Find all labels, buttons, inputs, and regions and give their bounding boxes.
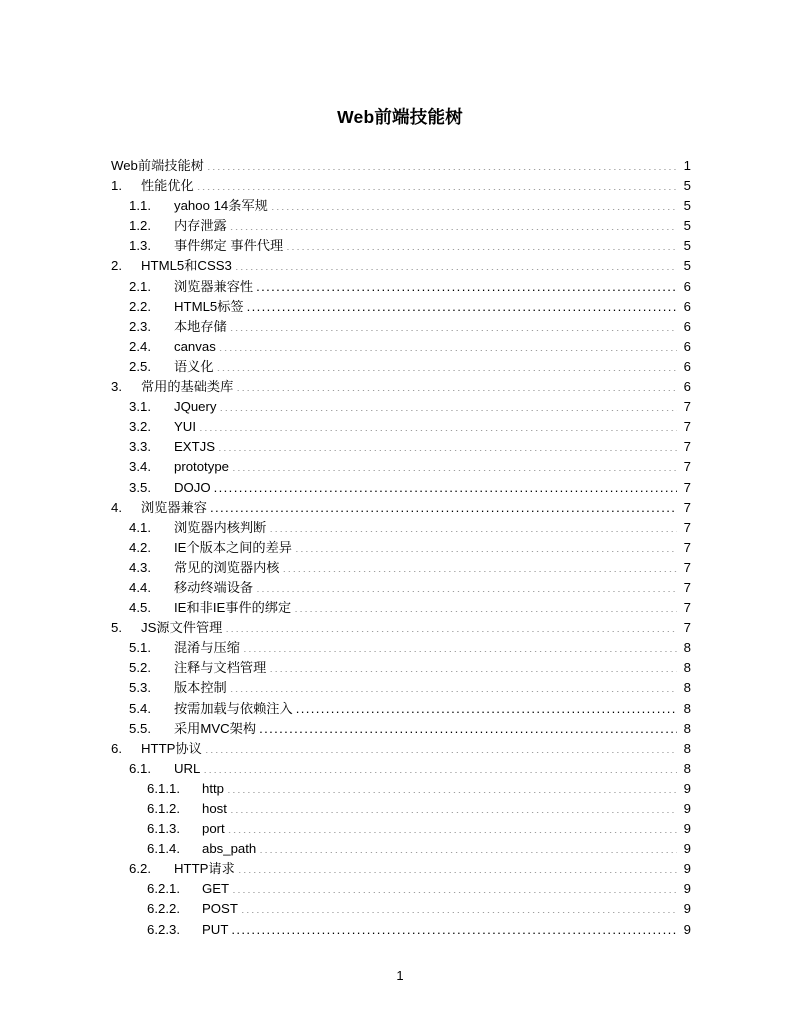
toc-entry-page-number: 7 xyxy=(683,559,691,575)
toc-entry-label: http xyxy=(202,780,224,796)
toc-entry-page-number: 9 xyxy=(683,821,691,837)
toc-entry[interactable] xyxy=(111,156,691,176)
toc-entry-page-number: 8 xyxy=(683,640,691,656)
toc-entry-page-number: 9 xyxy=(683,780,691,796)
toc-entry-number: 2.4. xyxy=(129,338,151,354)
toc-entry-number: 6. xyxy=(111,740,122,756)
toc-entry-number: 6.2. xyxy=(129,861,151,877)
toc-entry-number: 3. xyxy=(111,379,122,395)
toc-entry[interactable] xyxy=(111,759,691,779)
toc-entry-number: 5.3. xyxy=(129,680,151,696)
toc-entry-label: DOJO xyxy=(174,479,211,495)
toc-entry-label: 注释与文档管理 xyxy=(174,660,267,676)
toc-entry-label: POST xyxy=(202,901,238,917)
toc-dot-leader xyxy=(286,237,677,250)
toc-entry-page-number: 9 xyxy=(683,841,691,857)
toc-entry-label: JS源文件管理 xyxy=(141,620,223,636)
toc-entry-number: 3.4. xyxy=(129,459,151,475)
toc-dot-leader xyxy=(205,740,677,753)
toc-entry-number: 2.5. xyxy=(129,358,151,374)
toc-entry-number: 4.4. xyxy=(129,579,151,595)
toc-dot-leader xyxy=(210,498,677,511)
toc-entry-label: canvas xyxy=(174,338,216,354)
toc-dot-leader xyxy=(259,719,677,732)
toc-entry-page-number: 6 xyxy=(683,379,691,395)
toc-entry[interactable] xyxy=(111,297,691,317)
toc-entry-page-number: 7 xyxy=(683,519,691,535)
toc-dot-leader xyxy=(228,820,677,833)
toc-dot-leader xyxy=(238,860,677,873)
toc-entry-number: 3.3. xyxy=(129,439,151,455)
toc-dot-leader xyxy=(218,438,677,451)
toc-entry[interactable] xyxy=(111,538,691,558)
toc-dot-leader xyxy=(259,840,677,853)
toc-entry-label: JQuery xyxy=(174,399,217,415)
toc-entry-page-number: 7 xyxy=(683,499,691,515)
toc-entry-page-number: 7 xyxy=(683,479,691,495)
toc-entry-number: 6.1.1. xyxy=(147,780,180,796)
toc-entry-number: 6.1.2. xyxy=(147,801,180,816)
toc-entry-label: 浏览器兼容性 xyxy=(174,278,254,294)
toc-entry-page-number: 7 xyxy=(683,620,691,636)
toc-entry-number: 5.5. xyxy=(129,720,151,736)
toc-entry-page-number: 7 xyxy=(683,439,691,455)
toc-dot-leader xyxy=(225,619,677,632)
toc-entry-page-number: 7 xyxy=(683,600,691,616)
toc-dot-leader xyxy=(271,197,677,210)
toc-entry[interactable] xyxy=(111,598,691,618)
toc-entry-number: 1. xyxy=(111,178,122,194)
toc-entry[interactable] xyxy=(111,578,691,598)
toc-entry[interactable] xyxy=(111,317,691,337)
toc-entry[interactable] xyxy=(111,417,691,437)
toc-entry-number: 5.2. xyxy=(129,660,151,676)
toc-dot-leader xyxy=(230,318,677,331)
toc-entry[interactable] xyxy=(111,799,691,819)
toc-dot-leader xyxy=(232,880,677,893)
toc-entry-label: 按需加载与依赖注入 xyxy=(174,700,293,716)
toc-entry[interactable] xyxy=(111,457,691,477)
toc-entry-label: HTML5和CSS3 xyxy=(141,258,232,274)
toc-entry-number: 1.1. xyxy=(129,198,151,214)
toc-dot-leader xyxy=(214,478,677,491)
toc-entry-page-number: 6 xyxy=(683,298,691,314)
toc-entry-number: 3.5. xyxy=(129,479,151,495)
toc-entry-number: 5. xyxy=(111,620,122,636)
toc-entry-number: 6.2.3. xyxy=(147,921,180,937)
toc-entry[interactable] xyxy=(111,819,691,839)
toc-entry[interactable] xyxy=(111,678,691,698)
toc-dot-leader xyxy=(243,639,677,652)
toc-dot-leader xyxy=(269,519,677,532)
toc-entry-label: PUT xyxy=(202,921,229,937)
toc-entry-label: 本地存储 xyxy=(174,318,227,334)
toc-dot-leader xyxy=(247,297,677,310)
toc-entry[interactable] xyxy=(111,357,691,377)
toc-entry[interactable] xyxy=(111,719,691,739)
toc-dot-leader xyxy=(230,217,677,230)
toc-entry[interactable] xyxy=(111,216,691,236)
table-of-contents xyxy=(111,156,691,940)
toc-dot-leader xyxy=(296,699,677,712)
toc-dot-leader xyxy=(269,659,677,672)
toc-entry-number: 6.1.4. xyxy=(147,841,180,857)
toc-dot-leader xyxy=(230,679,677,692)
toc-entry-page-number: 5 xyxy=(683,238,691,254)
page-title: Web前端技能树 xyxy=(337,107,463,127)
toc-entry-label: host xyxy=(202,801,227,816)
toc-dot-leader xyxy=(236,378,677,391)
toc-entry-page-number: 9 xyxy=(683,801,691,816)
toc-entry-page-number: 6 xyxy=(683,278,691,294)
toc-entry-page-number: 7 xyxy=(683,459,691,475)
toc-entry-number: 4.3. xyxy=(129,559,151,575)
toc-entry-label: IE和非IE事件的绑定 xyxy=(174,600,292,616)
toc-entry-label: HTTP协议 xyxy=(141,740,202,756)
toc-entry-label: YUI xyxy=(174,419,196,435)
toc-entry-number: 4.2. xyxy=(129,539,151,555)
toc-dot-leader xyxy=(295,539,677,552)
toc-entry[interactable] xyxy=(111,658,691,678)
toc-entry-label: yahoo 14条军规 xyxy=(174,198,268,214)
toc-entry-label: HTML5标签 xyxy=(174,298,244,314)
toc-entry-page-number: 7 xyxy=(683,579,691,595)
toc-entry-number: 6.2.2. xyxy=(147,901,180,917)
toc-entry[interactable] xyxy=(111,337,691,357)
toc-dot-leader xyxy=(203,760,677,773)
toc-entry-number: 2.2. xyxy=(129,298,151,314)
toc-dot-leader xyxy=(256,579,677,592)
toc-entry[interactable] xyxy=(111,558,691,578)
toc-entry-page-number: 9 xyxy=(683,901,691,917)
toc-entry-number: 3.2. xyxy=(129,419,151,435)
toc-entry-page-number: 8 xyxy=(683,720,691,736)
toc-entry-label: Web前端技能树 xyxy=(111,158,204,173)
toc-entry-label: 常见的浏览器内核 xyxy=(174,559,280,575)
toc-dot-leader xyxy=(217,358,677,371)
footer-page-number: 1 xyxy=(396,968,404,983)
toc-entry[interactable] xyxy=(111,699,691,719)
toc-entry-page-number: 7 xyxy=(683,419,691,435)
toc-entry-page-number: 9 xyxy=(683,881,691,897)
toc-entry[interactable] xyxy=(111,277,691,297)
toc-entry[interactable] xyxy=(111,256,691,276)
toc-entry-page-number: 8 xyxy=(683,660,691,676)
toc-entry-number: 4. xyxy=(111,499,122,515)
toc-entry-page-number: 9 xyxy=(683,921,691,937)
toc-entry-label: 采用MVC架构 xyxy=(174,720,257,736)
toc-dot-leader xyxy=(256,277,677,290)
toc-entry[interactable] xyxy=(111,478,691,498)
toc-entry-page-number: 1 xyxy=(683,158,691,173)
toc-entry-number: 5.4. xyxy=(129,700,151,716)
toc-entry-number: 6.1.3. xyxy=(147,821,180,837)
toc-entry[interactable] xyxy=(111,879,691,899)
toc-entry[interactable] xyxy=(111,839,691,859)
toc-entry-label: 浏览器兼容 xyxy=(141,499,207,515)
toc-dot-leader xyxy=(207,157,677,170)
toc-entry-label: 常用的基础类库 xyxy=(141,379,234,395)
toc-entry-label: 性能优化 xyxy=(141,178,194,194)
toc-entry-number: 4.5. xyxy=(129,600,151,616)
toc-entry[interactable] xyxy=(111,397,691,417)
toc-entry-number: 4.1. xyxy=(129,519,151,535)
toc-entry-page-number: 7 xyxy=(683,399,691,415)
toc-entry-label: GET xyxy=(202,881,230,897)
toc-entry-number: 1.3. xyxy=(129,238,151,254)
toc-entry-page-number: 9 xyxy=(683,861,691,877)
toc-entry[interactable] xyxy=(111,518,691,538)
toc-entry-page-number: 5 xyxy=(683,178,691,194)
toc-entry-label: abs_path xyxy=(202,841,257,857)
toc-entry-label: port xyxy=(202,821,225,837)
toc-dot-leader xyxy=(227,780,677,793)
toc-entry-number: 6.1. xyxy=(129,760,151,776)
toc-entry-label: EXTJS xyxy=(174,439,216,455)
toc-entry[interactable] xyxy=(111,377,691,397)
toc-dot-leader xyxy=(231,920,677,933)
toc-entry[interactable] xyxy=(111,437,691,457)
toc-entry[interactable] xyxy=(111,638,691,658)
toc-entry-page-number: 7 xyxy=(683,539,691,555)
toc-entry-label: 浏览器内核判断 xyxy=(174,519,267,535)
toc-dot-leader xyxy=(230,800,677,813)
toc-entry[interactable] xyxy=(111,236,691,256)
toc-entry-page-number: 6 xyxy=(683,338,691,354)
toc-entry[interactable] xyxy=(111,498,691,518)
toc-dot-leader xyxy=(197,177,677,190)
toc-entry-label: IE个版本之间的差异 xyxy=(174,539,292,555)
toc-dot-leader xyxy=(235,257,677,270)
toc-entry[interactable] xyxy=(111,899,691,919)
toc-entry-label: prototype xyxy=(174,459,229,475)
toc-dot-leader xyxy=(220,398,677,411)
toc-entry[interactable] xyxy=(111,739,691,759)
toc-entry-page-number: 5 xyxy=(683,198,691,214)
toc-entry-page-number: 8 xyxy=(683,700,691,716)
toc-entry[interactable] xyxy=(111,196,691,216)
toc-entry-label: 混淆与压缩 xyxy=(174,640,240,656)
toc-entry-label: 内存泄露 xyxy=(174,218,227,234)
toc-entry-label: URL xyxy=(174,760,201,776)
toc-entry-page-number: 5 xyxy=(683,218,691,234)
toc-entry-number: 5.1. xyxy=(129,640,151,656)
toc-dot-leader xyxy=(219,338,677,351)
toc-entry-label: 版本控制 xyxy=(174,680,227,696)
toc-dot-leader xyxy=(241,900,677,913)
toc-entry-page-number: 8 xyxy=(683,680,691,696)
toc-entry-number: 6.2.1. xyxy=(147,881,180,897)
toc-entry-page-number: 5 xyxy=(683,258,691,274)
toc-entry-number: 1.2. xyxy=(129,218,151,234)
toc-entry-page-number: 8 xyxy=(683,760,691,776)
toc-dot-leader xyxy=(283,559,678,572)
toc-entry-number: 2.1. xyxy=(129,278,151,294)
toc-entry[interactable] xyxy=(111,920,691,940)
toc-entry-number: 2. xyxy=(111,258,122,274)
toc-entry-number: 3.1. xyxy=(129,399,151,415)
toc-entry-label: 移动终端设备 xyxy=(174,579,254,595)
toc-entry-page-number: 8 xyxy=(683,740,691,756)
toc-entry-page-number: 6 xyxy=(683,358,691,374)
toc-entry[interactable] xyxy=(111,618,691,638)
toc-dot-leader xyxy=(199,418,677,431)
toc-entry[interactable] xyxy=(111,779,691,799)
toc-entry-page-number: 6 xyxy=(683,318,691,334)
toc-entry-label: 事件绑定 事件代理 xyxy=(174,238,284,254)
toc-dot-leader xyxy=(232,458,677,471)
toc-entry[interactable] xyxy=(111,176,691,196)
toc-entry-number: 2.3. xyxy=(129,318,151,334)
toc-entry-label: 语义化 xyxy=(174,358,214,374)
toc-dot-leader xyxy=(294,599,677,612)
toc-entry-label: HTTP请求 xyxy=(174,861,235,877)
toc-entry[interactable] xyxy=(111,859,691,879)
